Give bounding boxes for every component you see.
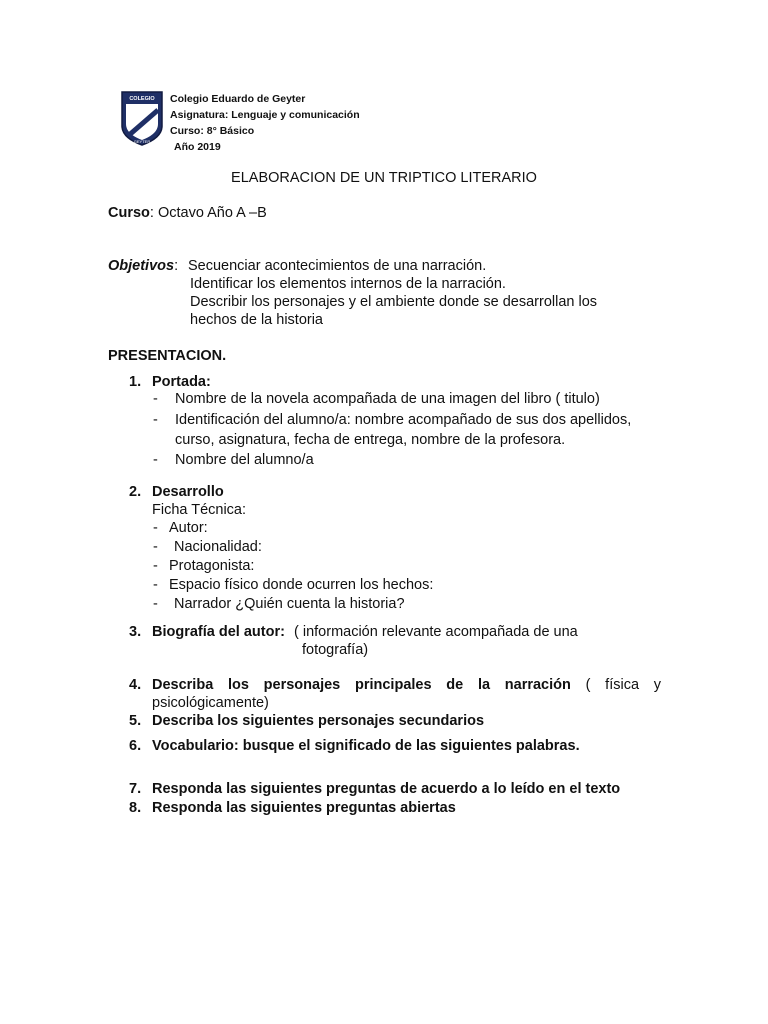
item-5-title: Describa los siguientes personajes secundarios	[152, 713, 485, 729]
item-7-title: Responda las siguientes preguntas de acuerdo a lo leído en el texto	[152, 781, 621, 797]
objetivos-sep: :	[174, 258, 179, 274]
curso-sep: :	[149, 205, 158, 221]
item-4-number: 4.	[129, 677, 142, 693]
item-2-dash-5: -	[153, 596, 158, 612]
ficha-autor: Autor:	[169, 520, 208, 536]
objetivos-label: Objetivos	[108, 258, 175, 274]
item-7-number: 7.	[129, 781, 142, 797]
school-logo	[120, 90, 164, 146]
item-6-number: 6.	[129, 738, 142, 754]
item-2-dash-1: -	[153, 520, 158, 536]
item-6-title: Vocabulario: busque el significado de las siguientes palabras.	[152, 738, 580, 754]
item-1-bullet-1: Nombre de la novela acompañada de una imagen del libro ( titulo)	[175, 391, 600, 407]
objetivo-line-2: Identificar los elementos internos de la narración.	[190, 276, 506, 292]
item-1-bullet-3: Nombre del alumno/a	[175, 452, 314, 468]
item-2-dash-2: -	[153, 539, 158, 555]
ficha-espacio: Espacio físico donde ocurren los hechos:	[169, 577, 434, 593]
document-title: ELABORACION DE UN TRIPTICO LITERARIO	[231, 170, 537, 186]
ficha-nacionalidad: Nacionalidad:	[174, 539, 262, 555]
item-1-number: 1.	[129, 374, 142, 390]
item-1-bullet-2b: curso, asignatura, fecha de entrega, nombre de la profesora.	[175, 432, 566, 448]
item-5-number: 5.	[129, 713, 142, 729]
ficha-protagonista: Protagonista:	[169, 558, 255, 574]
item-4-desc-1: ( física y	[585, 677, 662, 693]
item-1-dash-1: -	[153, 391, 158, 407]
objetivo-line-3: Describir los personajes y el ambiente donde se desarrollan los	[190, 294, 598, 310]
curso-line	[108, 205, 267, 221]
objetivos-label-wrap	[108, 258, 178, 274]
item-4-line-1	[152, 677, 661, 693]
item-8-number: 8.	[129, 800, 142, 816]
ficha-narrador: Narrador ¿Quién cuenta la historia?	[174, 596, 405, 612]
item-1-bullet-2a: Identificación del alumno/a: nombre acompañado de sus dos apellidos,	[175, 412, 632, 428]
year-line: Año 2019	[174, 141, 221, 153]
item-2-title: Desarrollo	[152, 484, 224, 500]
objetivo-line-1: Secuenciar acontecimientos de una narración.	[188, 258, 487, 274]
item-4-desc-2: psicológicamente)	[152, 695, 269, 711]
item-2-subtitle: Ficha Técnica:	[152, 502, 247, 518]
course-line: Curso: 8° Básico	[170, 125, 255, 137]
item-3-desc-1: ( información relevante acompañada de una	[294, 624, 578, 640]
item-1-title: Portada:	[152, 374, 211, 390]
subject-line: Asignatura: Lenguaje y comunicación	[170, 109, 360, 121]
presentacion-heading: PRESENTACION.	[108, 348, 227, 364]
logo-bottom-text: GEYTER	[133, 139, 151, 144]
item-3-title: Biografía del autor:	[152, 624, 285, 640]
curso-label: Curso	[108, 205, 150, 221]
item-2-dash-3: -	[153, 558, 158, 574]
item-8-title: Responda las siguientes preguntas abiertas	[152, 800, 456, 816]
curso-value: Octavo Año A –B	[157, 205, 267, 221]
item-4-title: Describa los personajes principales de la narración	[152, 677, 571, 693]
item-3-number: 3.	[129, 624, 142, 640]
item-1-dash-2: -	[153, 412, 158, 428]
item-3-desc-2: fotografía)	[302, 642, 369, 658]
item-2-dash-4: -	[153, 577, 158, 593]
logo-top-text: COLEGIO	[129, 96, 155, 102]
school-name: Colegio Eduardo de Geyter	[170, 93, 306, 105]
item-2-number: 2.	[129, 484, 142, 500]
objetivo-line-4: hechos de la historia	[190, 312, 323, 328]
item-1-dash-3: -	[153, 452, 158, 468]
